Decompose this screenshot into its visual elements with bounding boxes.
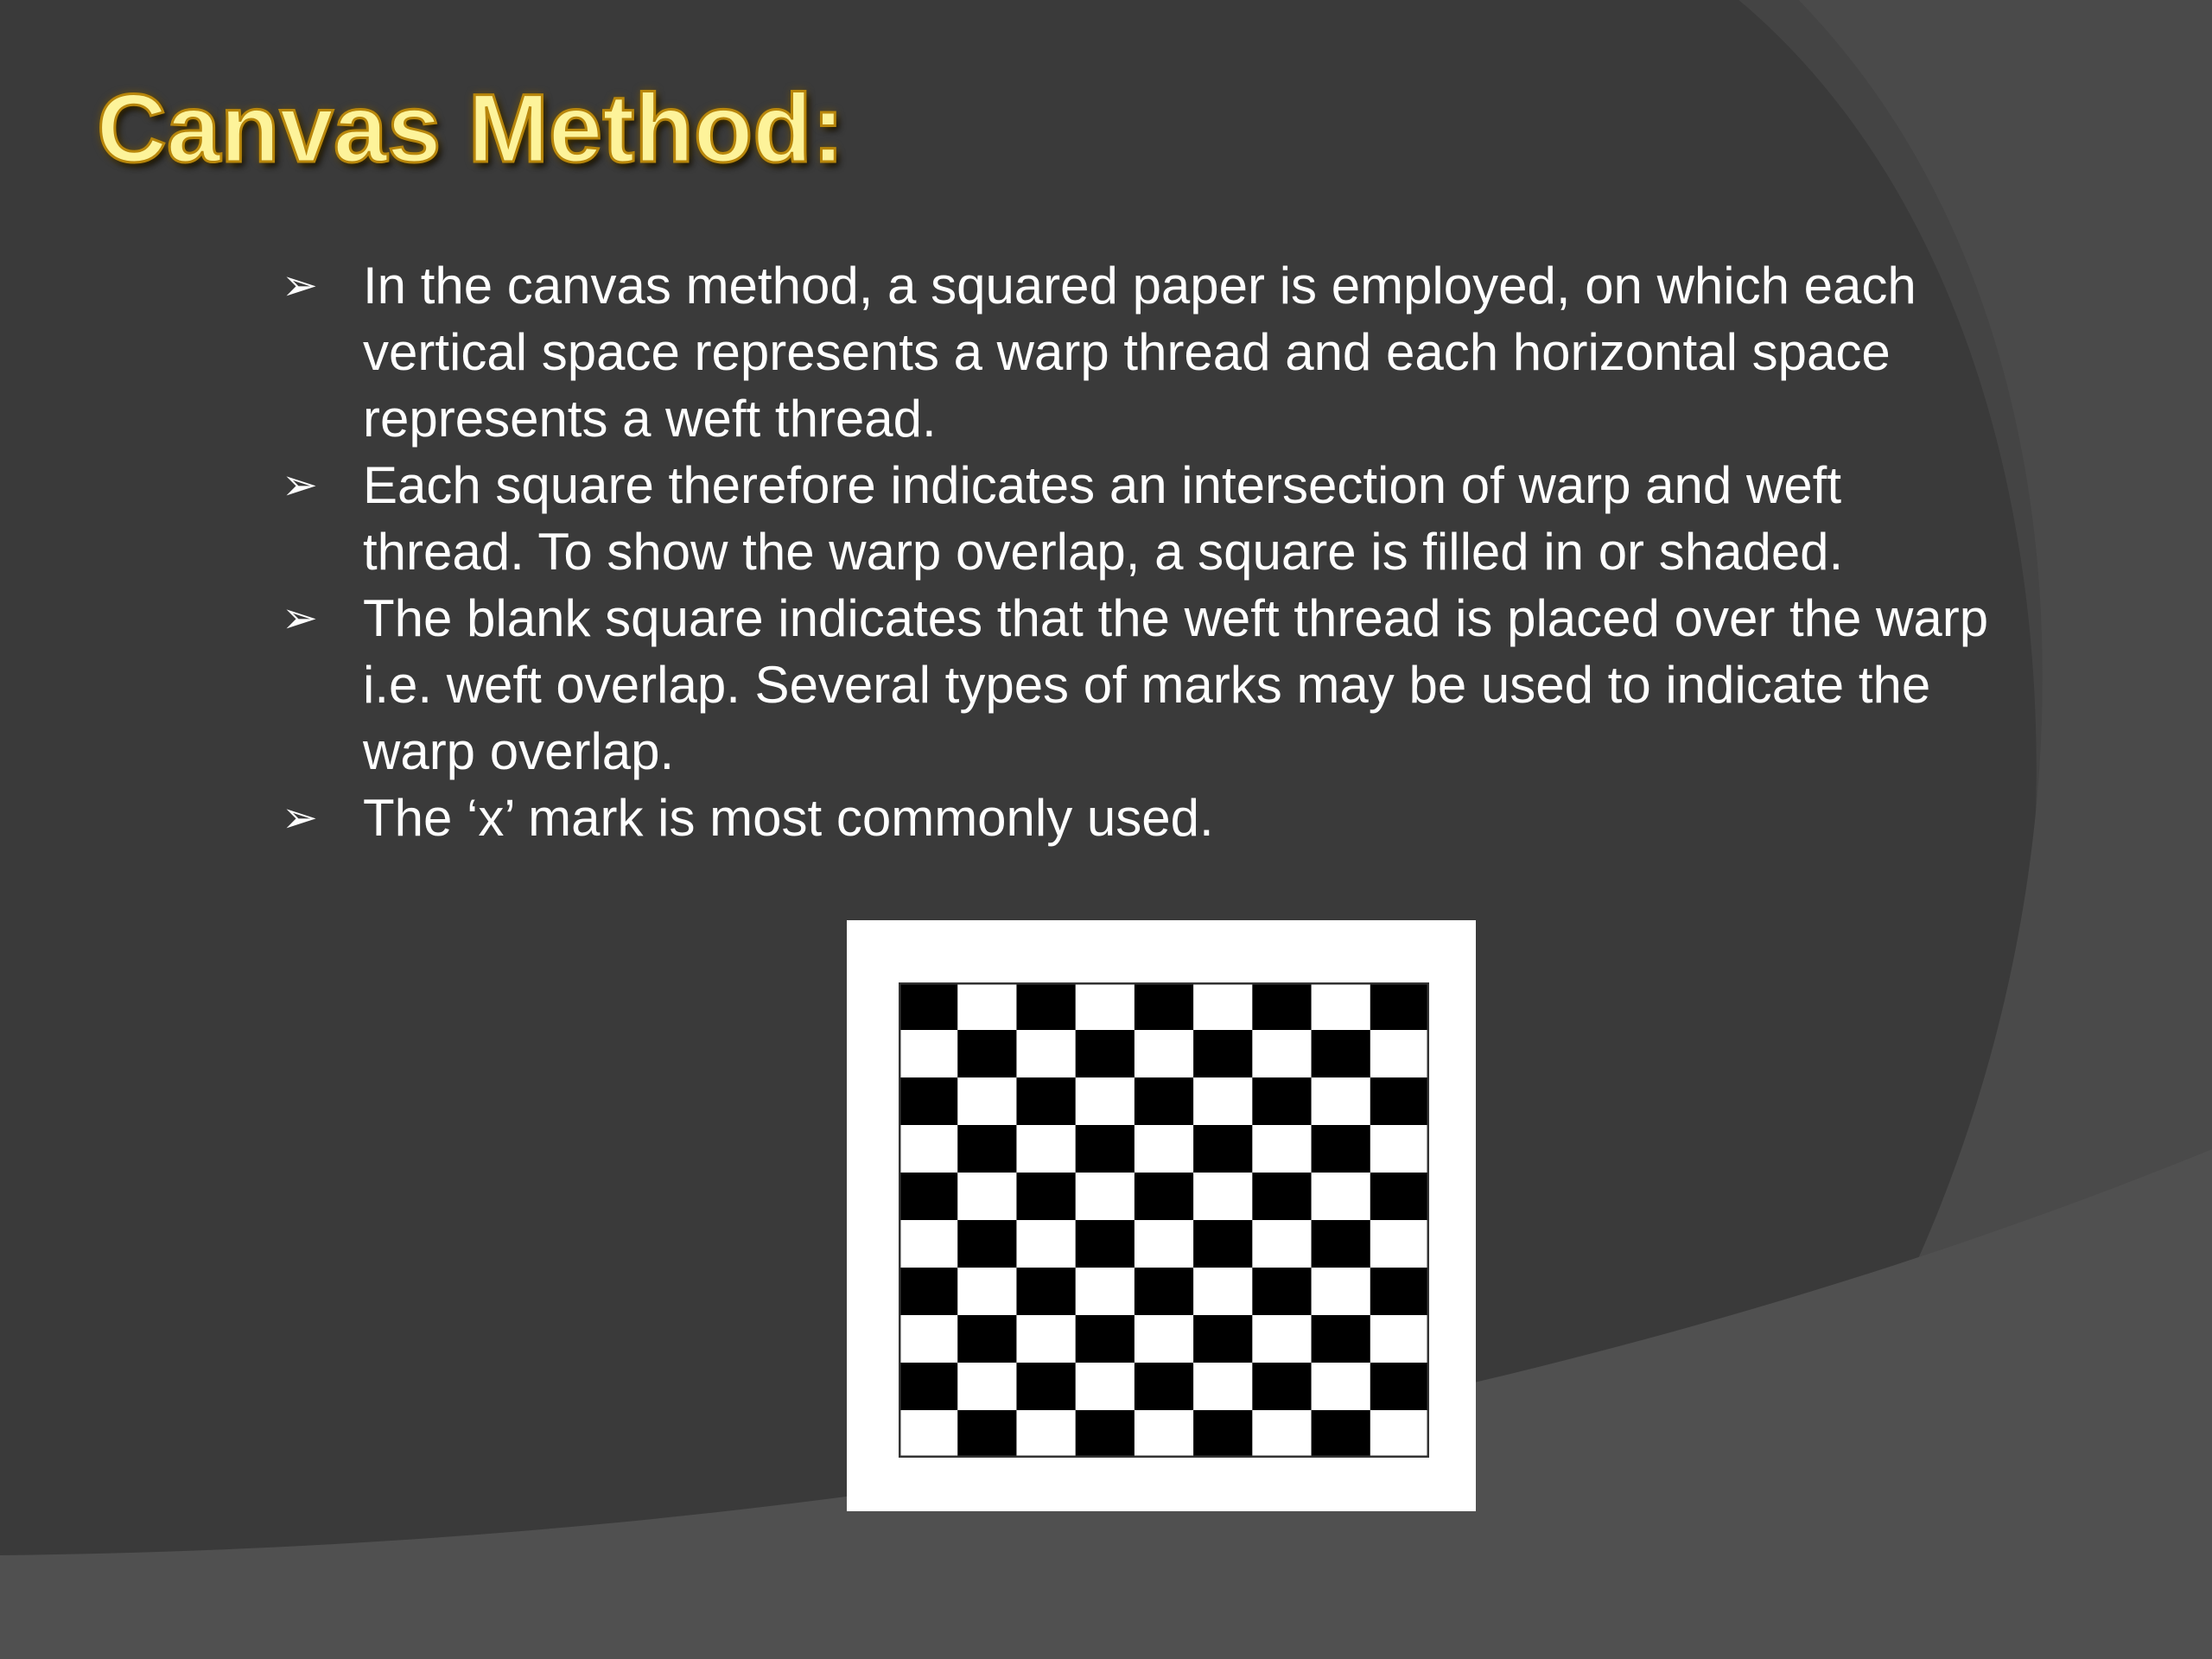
filled-square: [1370, 1363, 1429, 1411]
blank-square: [1193, 982, 1253, 1031]
blank-square: [1076, 1268, 1135, 1316]
filled-square: [1135, 1363, 1194, 1411]
blank-square: [1370, 1410, 1429, 1458]
blank-square: [1312, 1077, 1371, 1126]
blank-square: [1370, 1030, 1429, 1078]
arrow-bullet-icon: ➢: [282, 593, 318, 643]
blank-square: [1252, 1030, 1312, 1078]
blank-square: [1193, 1077, 1253, 1126]
bullet-item: [276, 585, 2005, 785]
filled-square: [957, 1220, 1017, 1268]
blank-square: [1312, 1173, 1371, 1221]
blank-square: [1193, 1363, 1253, 1411]
blank-square: [1016, 1220, 1076, 1268]
filled-square: [1252, 1077, 1312, 1126]
filled-square: [1016, 982, 1076, 1031]
blank-square: [1076, 1173, 1135, 1221]
blank-square: [957, 982, 1017, 1031]
filled-square: [899, 1173, 958, 1221]
filled-square: [1312, 1220, 1371, 1268]
blank-square: [899, 1315, 958, 1363]
bullet-text: The ‘x’ mark is most commonly used.: [363, 789, 1214, 847]
blank-square: [1312, 982, 1371, 1031]
filled-square: [1312, 1410, 1371, 1458]
filled-square: [1076, 1030, 1135, 1078]
filled-square: [1076, 1220, 1135, 1268]
blank-square: [957, 1363, 1017, 1411]
filled-square: [1076, 1410, 1135, 1458]
filled-square: [1193, 1410, 1253, 1458]
blank-square: [1016, 1315, 1076, 1363]
filled-square: [1016, 1173, 1076, 1221]
bullet-item: [276, 452, 2005, 585]
arrow-bullet-icon: ➢: [282, 260, 318, 310]
blank-square: [1076, 982, 1135, 1031]
filled-square: [1076, 1125, 1135, 1173]
bullet-text: In the canvas method, a squared paper is employed, on which each vertical space represents a warp thread and each horizontal space represents a weft thread.: [363, 257, 1916, 448]
filled-square: [1135, 1268, 1194, 1316]
filled-square: [1193, 1220, 1253, 1268]
filled-square: [1193, 1315, 1253, 1363]
checkerboard-grid: [899, 982, 1429, 1458]
blank-square: [899, 1410, 958, 1458]
filled-square: [1370, 1268, 1429, 1316]
blank-square: [1193, 1268, 1253, 1316]
blank-square: [899, 1220, 958, 1268]
filled-square: [1016, 1363, 1076, 1411]
filled-square: [1312, 1315, 1371, 1363]
filled-square: [957, 1030, 1017, 1078]
blank-square: [1076, 1363, 1135, 1411]
filled-square: [1016, 1268, 1076, 1316]
blank-square: [1135, 1220, 1194, 1268]
filled-square: [1135, 1173, 1194, 1221]
bullet-list: [276, 252, 2005, 851]
filled-square: [957, 1410, 1017, 1458]
filled-square: [1252, 982, 1312, 1031]
filled-square: [1193, 1125, 1253, 1173]
filled-square: [899, 1268, 958, 1316]
blank-square: [1370, 1315, 1429, 1363]
blank-square: [1312, 1363, 1371, 1411]
blank-square: [957, 1268, 1017, 1316]
slide-title: Canvas Method:: [97, 74, 844, 182]
filled-square: [1312, 1125, 1371, 1173]
bullet-text: The blank square indicates that the weft thread is placed over the warp i.e. weft overlap. Several types of marks may be used to indicate the warp overlap.: [363, 589, 1989, 780]
blank-square: [899, 1125, 958, 1173]
filled-square: [1135, 1077, 1194, 1126]
blank-square: [957, 1077, 1017, 1126]
bullet-text: Each square therefore indicates an intersection of warp and weft thread. To show the warp overlap, a square is filled in or shaded.: [363, 456, 1844, 581]
blank-square: [1252, 1220, 1312, 1268]
filled-square: [1135, 982, 1194, 1031]
blank-square: [957, 1173, 1017, 1221]
bullet-item: [276, 252, 2005, 452]
filled-square: [1193, 1030, 1253, 1078]
blank-square: [1076, 1077, 1135, 1126]
blank-square: [1370, 1220, 1429, 1268]
filled-square: [1252, 1363, 1312, 1411]
filled-square: [957, 1125, 1017, 1173]
filled-square: [1370, 982, 1429, 1031]
bullet-item: [276, 785, 2005, 851]
blank-square: [1016, 1030, 1076, 1078]
weave-design-figure: [847, 920, 1476, 1511]
filled-square: [1370, 1173, 1429, 1221]
blank-square: [1193, 1173, 1253, 1221]
blank-square: [1135, 1315, 1194, 1363]
filled-square: [1252, 1268, 1312, 1316]
filled-square: [899, 1077, 958, 1126]
filled-square: [899, 982, 958, 1031]
arrow-bullet-icon: ➢: [282, 460, 318, 510]
blank-square: [1135, 1125, 1194, 1173]
blank-square: [1016, 1125, 1076, 1173]
filled-square: [1370, 1077, 1429, 1126]
blank-square: [1135, 1030, 1194, 1078]
arrow-bullet-icon: ➢: [282, 792, 318, 842]
blank-square: [899, 1030, 958, 1078]
filled-square: [899, 1363, 958, 1411]
blank-square: [1252, 1315, 1312, 1363]
filled-square: [957, 1315, 1017, 1363]
blank-square: [1135, 1410, 1194, 1458]
filled-square: [1076, 1315, 1135, 1363]
blank-square: [1016, 1410, 1076, 1458]
filled-square: [1252, 1173, 1312, 1221]
blank-square: [1312, 1268, 1371, 1316]
filled-square: [1016, 1077, 1076, 1126]
blank-square: [1370, 1125, 1429, 1173]
blank-square: [1252, 1125, 1312, 1173]
blank-square: [1252, 1410, 1312, 1458]
filled-square: [1312, 1030, 1371, 1078]
